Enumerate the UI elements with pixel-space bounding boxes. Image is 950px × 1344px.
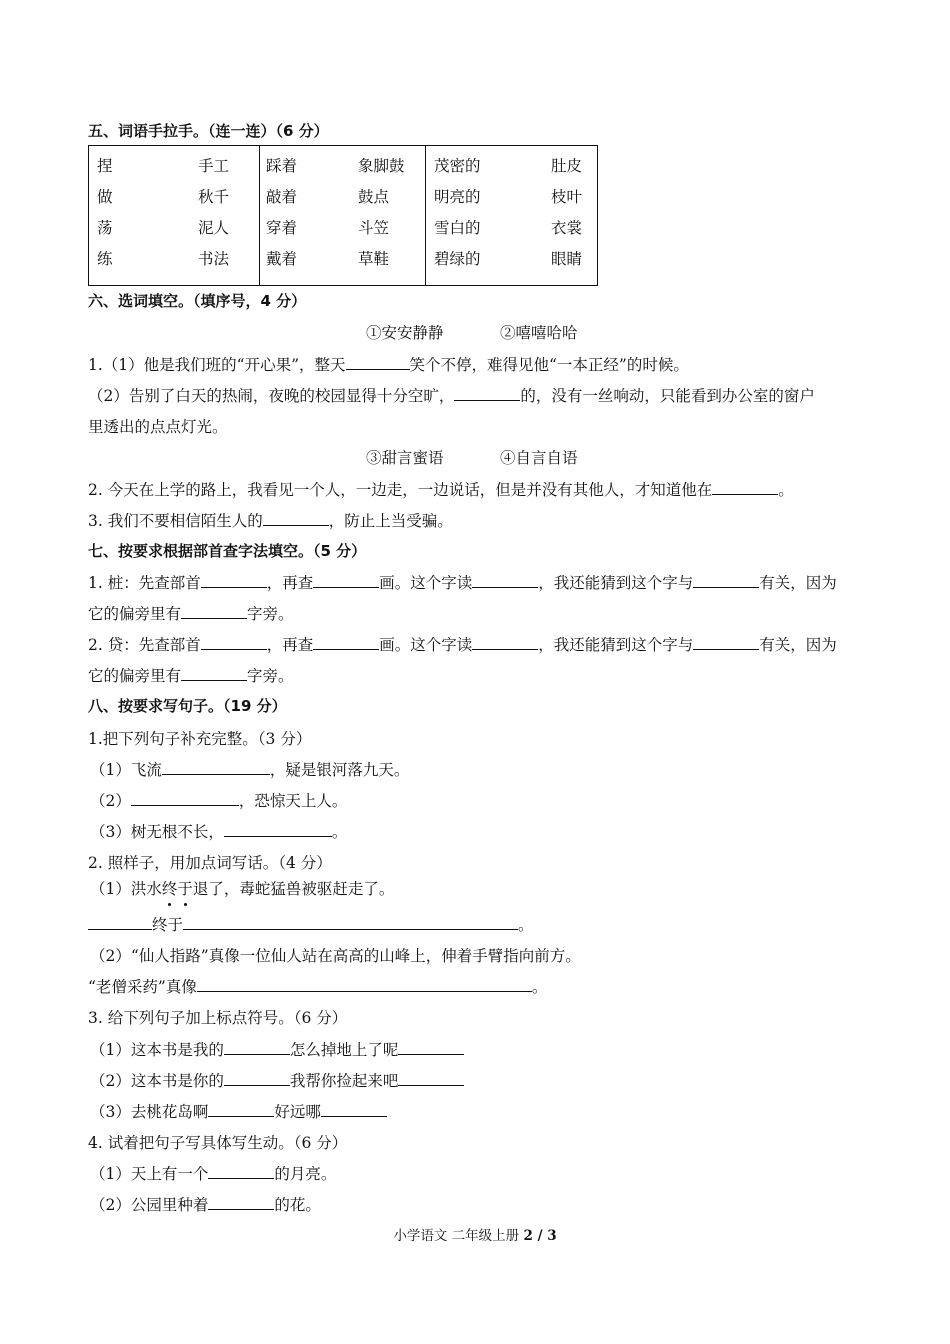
question-line: 2. 今天在上学的路上，我看见一个人，一边走，一边说话，但是并没有其他人，才知道他在 。 xyxy=(88,481,794,499)
match-word[interactable]: 捏 xyxy=(97,157,113,175)
answer-blank[interactable] xyxy=(208,1164,274,1179)
question-line: （2）这本书是你的 我帮你捡起来吧 xyxy=(90,1069,464,1091)
page-number: 2 / 3 xyxy=(523,1228,557,1244)
answer-blank[interactable] xyxy=(88,915,152,930)
answer-blank[interactable] xyxy=(183,915,518,930)
match-column-3 xyxy=(426,146,598,286)
match-word[interactable]: 练 xyxy=(97,250,113,268)
answer-blank[interactable] xyxy=(313,573,379,588)
match-word[interactable]: 碧绿的 xyxy=(434,250,481,268)
match-word[interactable]: 踩着 xyxy=(266,157,298,175)
match-word[interactable]: 象脚鼓 xyxy=(358,157,405,175)
word-option: ④自言自语 xyxy=(500,449,578,467)
match-word[interactable]: 肚皮 xyxy=(551,157,583,175)
answer-blank[interactable] xyxy=(197,977,532,992)
match-column-1 xyxy=(89,146,260,286)
question-line: （1）这本书是我的 怎么掉地上了呢 xyxy=(90,1038,464,1060)
question-line: （1）飞流 ，疑是银河落九天。 xyxy=(90,761,410,779)
word-option: ①安安静静 xyxy=(366,324,444,342)
match-word[interactable]: 敲着 xyxy=(266,188,298,206)
match-word[interactable]: 戴着 xyxy=(266,250,298,268)
emphasis-dot: 终 xyxy=(162,877,178,899)
match-word[interactable]: 斗笠 xyxy=(358,219,390,237)
answer-blank[interactable] xyxy=(313,635,379,650)
section-5-title: 五、词语手拉手。（连一连）（6 分） xyxy=(88,122,329,140)
answer-blank[interactable] xyxy=(398,1040,464,1055)
emphasis-dot: 于 xyxy=(177,877,193,899)
answer-blank[interactable] xyxy=(224,1040,290,1055)
match-word[interactable]: 秋千 xyxy=(198,188,230,206)
word-option: ③甜言蜜语 xyxy=(366,449,444,467)
answer-line: 终于 。 xyxy=(88,913,534,935)
word-option: ②嘻嘻哈哈 xyxy=(500,324,578,342)
answer-blank[interactable] xyxy=(346,355,410,370)
subquestion-title: 2. 照样子，用加点词写话。（4 分） xyxy=(88,854,332,872)
section-6-title: 六、选词填空。（填序号，4 分） xyxy=(88,292,307,310)
subquestion-title: 1.把下列句子补充完整。（3 分） xyxy=(88,730,312,748)
question-line: （3）树无根不长， 。 xyxy=(90,823,348,841)
match-word[interactable]: 荡 xyxy=(97,219,113,237)
match-column-2 xyxy=(260,146,426,286)
question-line: 1.（1）他是我们班的“开心果”，整天 笑个不停，难得见他“一本正经”的时候。 xyxy=(88,356,689,374)
section-7-title: 七、按要求根据部首查字法填空。（5 分） xyxy=(88,542,367,560)
question-line: （2）公园里种着 的花。 xyxy=(90,1196,321,1214)
matching-table xyxy=(88,145,598,286)
match-word[interactable]: 草鞋 xyxy=(358,250,390,268)
answer-blank[interactable] xyxy=(263,511,329,526)
question-line: （3）去桃花岛啊 好远哪 xyxy=(90,1100,387,1122)
match-word[interactable]: 穿着 xyxy=(266,219,298,237)
match-word[interactable]: 眼睛 xyxy=(551,250,583,268)
answer-blank[interactable] xyxy=(208,1102,274,1117)
answer-blank[interactable] xyxy=(224,1071,290,1086)
answer-blank[interactable] xyxy=(693,573,759,588)
answer-blank[interactable] xyxy=(472,635,538,650)
section-8-title: 八、按要求写句子。（19 分） xyxy=(88,697,287,715)
answer-blank[interactable] xyxy=(201,635,267,650)
match-word[interactable]: 明亮的 xyxy=(434,188,481,206)
question-line: 它的偏旁里有 字旁。 xyxy=(88,667,294,685)
answer-blank[interactable] xyxy=(693,635,759,650)
match-word[interactable]: 书法 xyxy=(198,250,230,268)
match-word[interactable]: 枝叶 xyxy=(551,188,583,206)
subquestion-title: 4. 试着把句子写具体写生动。（6 分） xyxy=(88,1134,348,1152)
answer-blank[interactable] xyxy=(321,1102,387,1117)
question-line: （1）天上有一个 的月亮。 xyxy=(90,1165,337,1183)
question-line: 它的偏旁里有 字旁。 xyxy=(88,605,294,623)
answer-blank[interactable] xyxy=(181,604,247,619)
answer-blank[interactable] xyxy=(224,822,332,837)
question-line: （2）告别了白天的热闹，夜晚的校园显得十分空旷， 的，没有一丝响动，只能看到办公室的窗户 xyxy=(88,387,815,405)
answer-blank[interactable] xyxy=(181,666,247,681)
question-line: 1. 桩：先查部首 ，再查 画。这个字读 ，我还能猜到这个字与 有关，因为 xyxy=(88,574,837,592)
answer-blank[interactable] xyxy=(454,386,520,401)
question-line: 里透出的点点灯光。 xyxy=(88,418,228,436)
answer-blank[interactable] xyxy=(472,573,538,588)
example-sentence: （1）洪水终于退了，毒蛇猛兽被驱赶走了。 xyxy=(90,877,394,899)
match-word[interactable]: 做 xyxy=(97,188,113,206)
match-word[interactable]: 手工 xyxy=(198,157,230,175)
question-line: （2） ，恐惊天上人。 xyxy=(90,792,348,810)
subquestion-title: 3. 给下列句子加上标点符号。（6 分） xyxy=(88,1009,348,1027)
answer-blank[interactable] xyxy=(712,480,778,495)
footer-subject: 小学语文 二年级上册 xyxy=(393,1228,524,1244)
question-line: 3. 我们不要相信陌生人的 ，防止上当受骗。 xyxy=(88,512,453,530)
example-sentence: （2）“仙人指路”真像一位仙人站在高高的山峰上，伸着手臂指向前方。 xyxy=(90,947,581,965)
page-footer xyxy=(0,1224,950,1244)
match-word[interactable]: 茂密的 xyxy=(434,157,481,175)
answer-blank[interactable] xyxy=(131,791,239,806)
match-word[interactable]: 雪白的 xyxy=(434,219,481,237)
match-word[interactable]: 泥人 xyxy=(198,219,230,237)
match-word[interactable]: 鼓点 xyxy=(358,188,390,206)
question-line: 2. 贷：先查部首 ，再查 画。这个字读 ，我还能猜到这个字与 有关，因为 xyxy=(88,636,837,654)
answer-blank[interactable] xyxy=(398,1071,464,1086)
answer-blank[interactable] xyxy=(162,760,270,775)
answer-blank[interactable] xyxy=(208,1195,274,1210)
answer-line: “老僧采药”真像 。 xyxy=(88,978,548,996)
match-word[interactable]: 衣裳 xyxy=(551,219,583,237)
answer-blank[interactable] xyxy=(201,573,267,588)
